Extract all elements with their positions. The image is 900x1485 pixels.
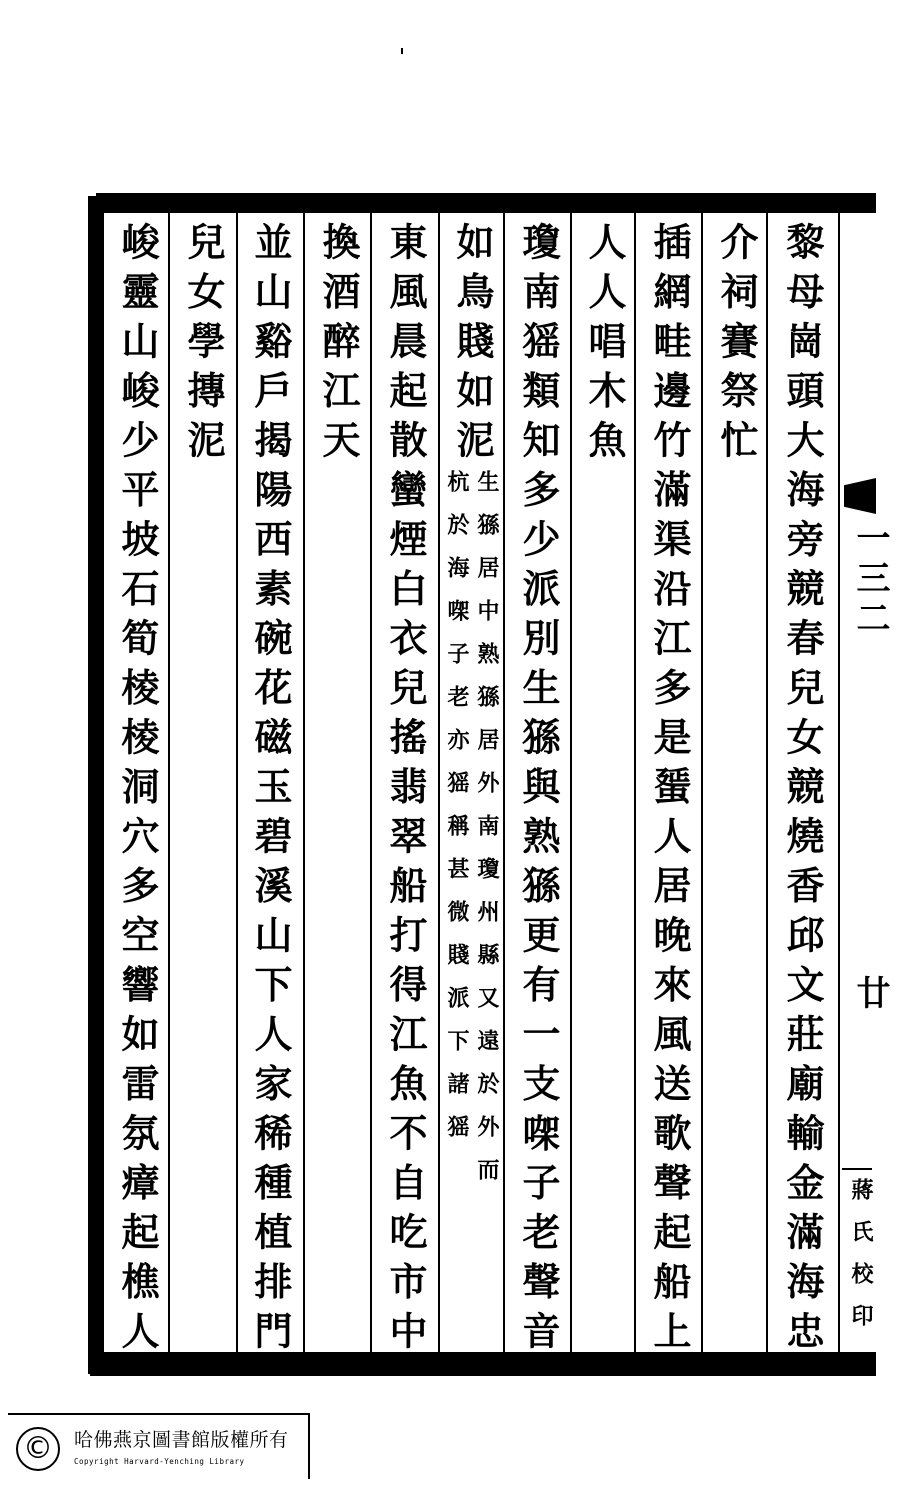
copyright-chinese: 哈佛燕京圖書館版權所有 — [74, 1429, 289, 1451]
frame-left-border — [88, 196, 104, 1374]
folio-number: 廿 — [850, 975, 890, 1013]
text-column-5 — [505, 222, 571, 1361]
frame-top-border — [96, 193, 876, 213]
frame-bottom-border — [90, 1352, 876, 1376]
section-number: 一三二 — [850, 520, 890, 640]
text-column-9 — [237, 222, 303, 1361]
copyright-icon: © — [16, 1427, 60, 1471]
column-text: 插網畦邊竹滿渠沿江多是蜑人居晚來風送歌聲起船上 — [647, 222, 692, 1361]
column-text: 瓊南猺類知多少派別生猻與熟猻更有一支㗎子老聲音 — [516, 222, 561, 1361]
text-column-8 — [305, 222, 371, 470]
text-column-2 — [703, 222, 769, 470]
text-column-11 — [104, 222, 170, 1361]
column-text: 東風晨起散蠻煙白衣兒搖翡翠船打得江魚不自吃市中 — [383, 222, 428, 1361]
text-column-7 — [372, 222, 438, 1361]
column-text: 介祠賽祭忙 — [714, 222, 759, 470]
text-column-1 — [769, 222, 835, 1361]
copyright-english: Copyright Harvard-Yenching Library — [74, 1457, 245, 1466]
note-line-right: 生猻居中熟猻居外南瓊州縣又遠於外而 — [474, 470, 500, 1201]
stamp-rule — [842, 1168, 872, 1170]
column-text: 兒女學摶泥 — [181, 222, 226, 470]
column-text: 換酒醉江天 — [316, 222, 361, 470]
fishtail-mark — [844, 478, 876, 514]
column-text: 人人唱木魚 — [582, 222, 627, 470]
text-column-10 — [170, 222, 236, 470]
text-column-6 — [439, 222, 505, 470]
text-column-4 — [571, 222, 637, 470]
copyright-notice — [8, 1413, 310, 1479]
text-column-3 — [636, 222, 702, 1361]
column-text: 黎母崗頭大海旁競春兒女競燒香邱文莊廟輸金滿海忠 — [780, 222, 825, 1361]
printer-stamp: 蔣氏校印 — [848, 1178, 874, 1346]
frame-right-rule — [838, 213, 840, 1353]
ink-speck — [401, 48, 403, 54]
column-text: 並山谿戶揭陽西素碗花磁玉碧溪山下人家稀種植排門 — [248, 222, 293, 1361]
column-text: 峻靈山峻少平坡石筍棱棱洞穴多空響如雷氛瘴起樵人 — [115, 222, 160, 1361]
note-line-left: 杭於海㗎子老亦猺稱甚微賤派下諸猺 — [444, 470, 470, 1158]
annotation-note — [439, 470, 505, 1310]
column-text: 如鳥賤如泥 — [450, 222, 495, 470]
